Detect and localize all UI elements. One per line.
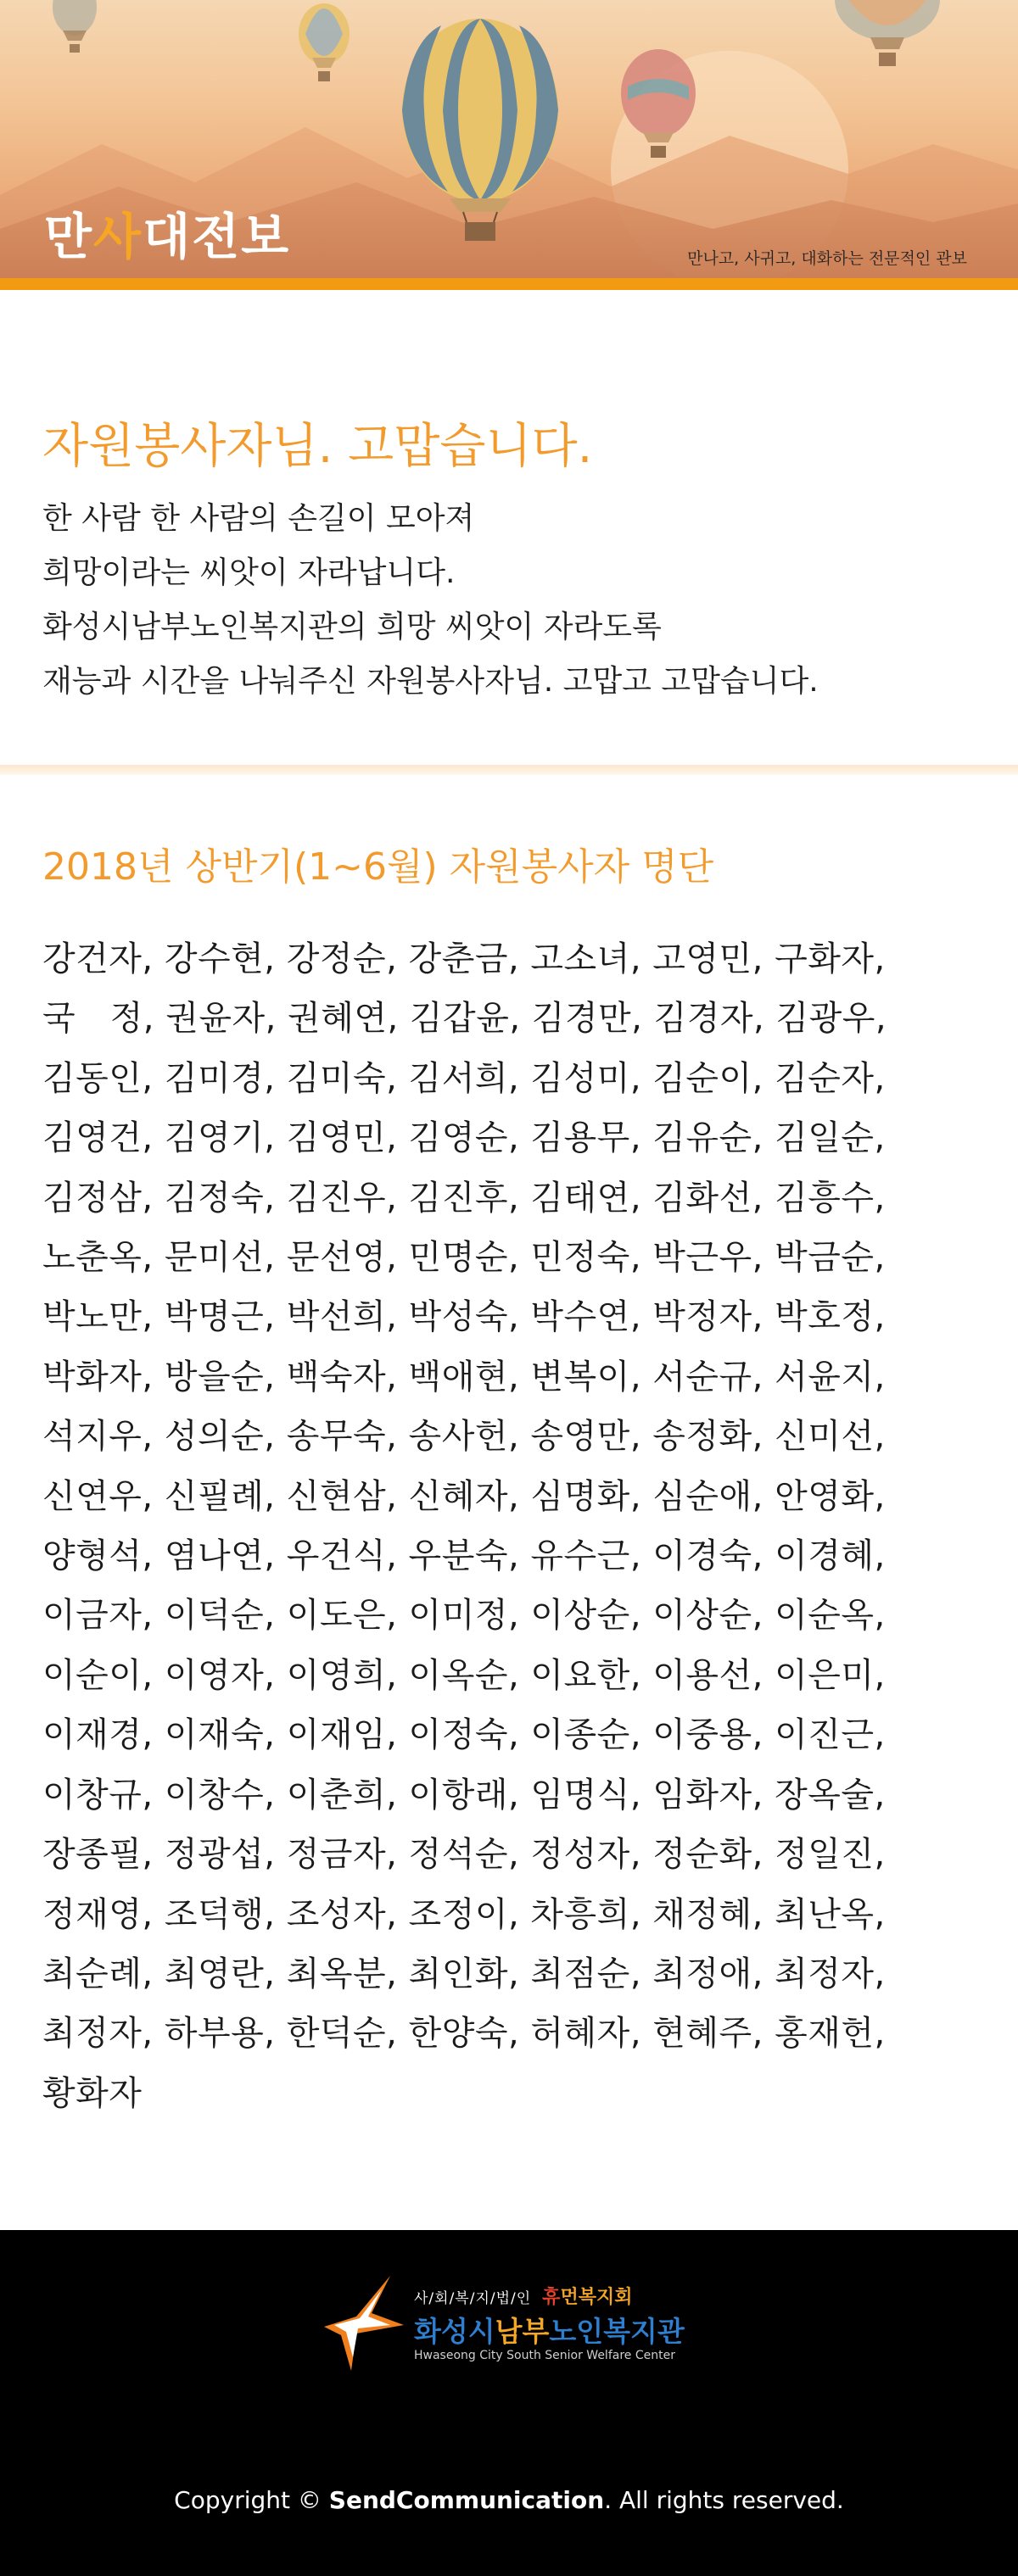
copyright-text	[0, 2486, 1018, 2514]
name-line: 이순이, 이영자, 이영희, 이옥순, 이요한, 이용선, 이은미,	[42, 1655, 886, 1695]
copyright-company: SendCommunication	[328, 2486, 605, 2514]
thanks-message	[42, 492, 819, 709]
star-person-icon	[322, 2272, 407, 2374]
name-line: 최순례, 최영란, 최옥분, 최인화, 최점순, 최정애, 최정자,	[42, 1954, 886, 1993]
logo-name-a: 화성시	[414, 2315, 495, 2348]
name-line: 국 정, 권윤자, 권혜연, 김갑윤, 김경만, 김경자, 김광우,	[42, 999, 887, 1039]
thanks-line: 희망이라는 씨앗이 자라납니다.	[42, 555, 456, 590]
name-line: 박화자, 방을순, 백숙자, 백애현, 변복이, 서순규, 서윤지,	[42, 1357, 886, 1397]
name-line: 석지우, 성의순, 송무숙, 송사헌, 송영만, 송정화, 신미선,	[42, 1417, 886, 1457]
name-line: 김영건, 김영기, 김영민, 김영순, 김용무, 김유순, 김일순,	[42, 1118, 886, 1158]
volunteer-name-list	[42, 929, 984, 2123]
banner-accent-bar	[0, 278, 1018, 290]
thanks-title: 자원봉사자님. 고맙습니다.	[42, 419, 593, 474]
logo-prefix: 사/회/복/지/법/인	[414, 2290, 532, 2307]
welfare-center-logo	[322, 2272, 713, 2383]
tagline: 만나고, 사귀고, 대화하는 전문적인 관보	[687, 249, 967, 268]
logo-org-rest: 먼복지회	[560, 2287, 633, 2308]
logo-org-highlight: 휴	[542, 2287, 561, 2308]
logo-english-name: Hwaseong City South Senior Welfare Center	[414, 2349, 675, 2362]
name-line: 이창규, 이창수, 이춘희, 이항래, 임명식, 임화자, 장옥술,	[42, 1775, 886, 1815]
logo-name-b: 남부	[495, 2315, 550, 2348]
name-line: 박노만, 박명근, 박선희, 박성숙, 박수연, 박정자, 박호정,	[42, 1297, 886, 1337]
name-line: 장종필, 정광섭, 정금자, 정석순, 정성자, 정순화, 정일진,	[42, 1835, 886, 1875]
copyright-prefix: Copyright ©	[174, 2486, 329, 2514]
thanks-section	[0, 290, 1018, 765]
name-line: 양형석, 염나연, 우건식, 우분숙, 유수근, 이경숙, 이경혜,	[42, 1536, 886, 1576]
footer	[0, 2230, 1018, 2576]
logo-name-c: 노인복지관	[549, 2315, 685, 2348]
name-line: 강건자, 강수현, 강정순, 강춘금, 고소녀, 고영민, 구화자,	[42, 940, 886, 979]
name-line: 정재영, 조덕행, 조성자, 조정이, 차흥희, 채정혜, 최난옥,	[42, 1894, 886, 1934]
name-line: 신연우, 신필례, 신현삼, 신혜자, 심명화, 심순애, 안영화,	[42, 1476, 886, 1516]
name-line: 황화자	[42, 2073, 143, 2113]
name-line: 김동인, 김미경, 김미숙, 김서희, 김성미, 김순이, 김순자,	[42, 1058, 886, 1098]
thanks-line: 한 사람 한 사람의 손길이 모아져	[42, 501, 475, 536]
brand-logo	[44, 197, 290, 268]
logo-org-line	[414, 2283, 632, 2309]
name-line: 최정자, 하부용, 한덕순, 한양숙, 허혜자, 현혜주, 홍재헌,	[42, 2014, 886, 2054]
thanks-line: 화성시남부노인복지관의 희망 씨앗이 자라도록	[42, 610, 662, 644]
thanks-line: 재능과 시간을 나눠주신 자원봉사자님. 고맙고 고맙습니다.	[42, 664, 819, 699]
logo-center-name	[414, 2310, 685, 2350]
balloon-icon-yellow	[299, 3, 350, 81]
name-line: 이재경, 이재숙, 이재임, 이정숙, 이종순, 이중용, 이진근,	[42, 1715, 886, 1755]
brand-part-3: 대전보	[143, 208, 291, 265]
balloon-icon-small-left	[53, 0, 97, 53]
brand-part-1: 만	[44, 208, 94, 265]
balloon-icon-top-right	[835, 0, 940, 66]
section-divider	[0, 765, 1018, 775]
header-banner	[0, 0, 1018, 290]
volunteer-roster-section	[0, 775, 1018, 2230]
roster-title: 2018년 상반기(1~6월) 자원봉사자 명단	[42, 845, 714, 889]
name-line: 이금자, 이덕순, 이도은, 이미정, 이상순, 이상순, 이순옥,	[42, 1596, 886, 1636]
copyright-suffix: . All rights reserved.	[604, 2486, 844, 2514]
name-line: 김정삼, 김정숙, 김진우, 김진후, 김태연, 김화선, 김흥수,	[42, 1178, 886, 1218]
name-line: 노춘옥, 문미선, 문선영, 민명순, 민정숙, 박근우, 박금순,	[42, 1238, 886, 1278]
brand-part-2: 사	[93, 208, 143, 265]
